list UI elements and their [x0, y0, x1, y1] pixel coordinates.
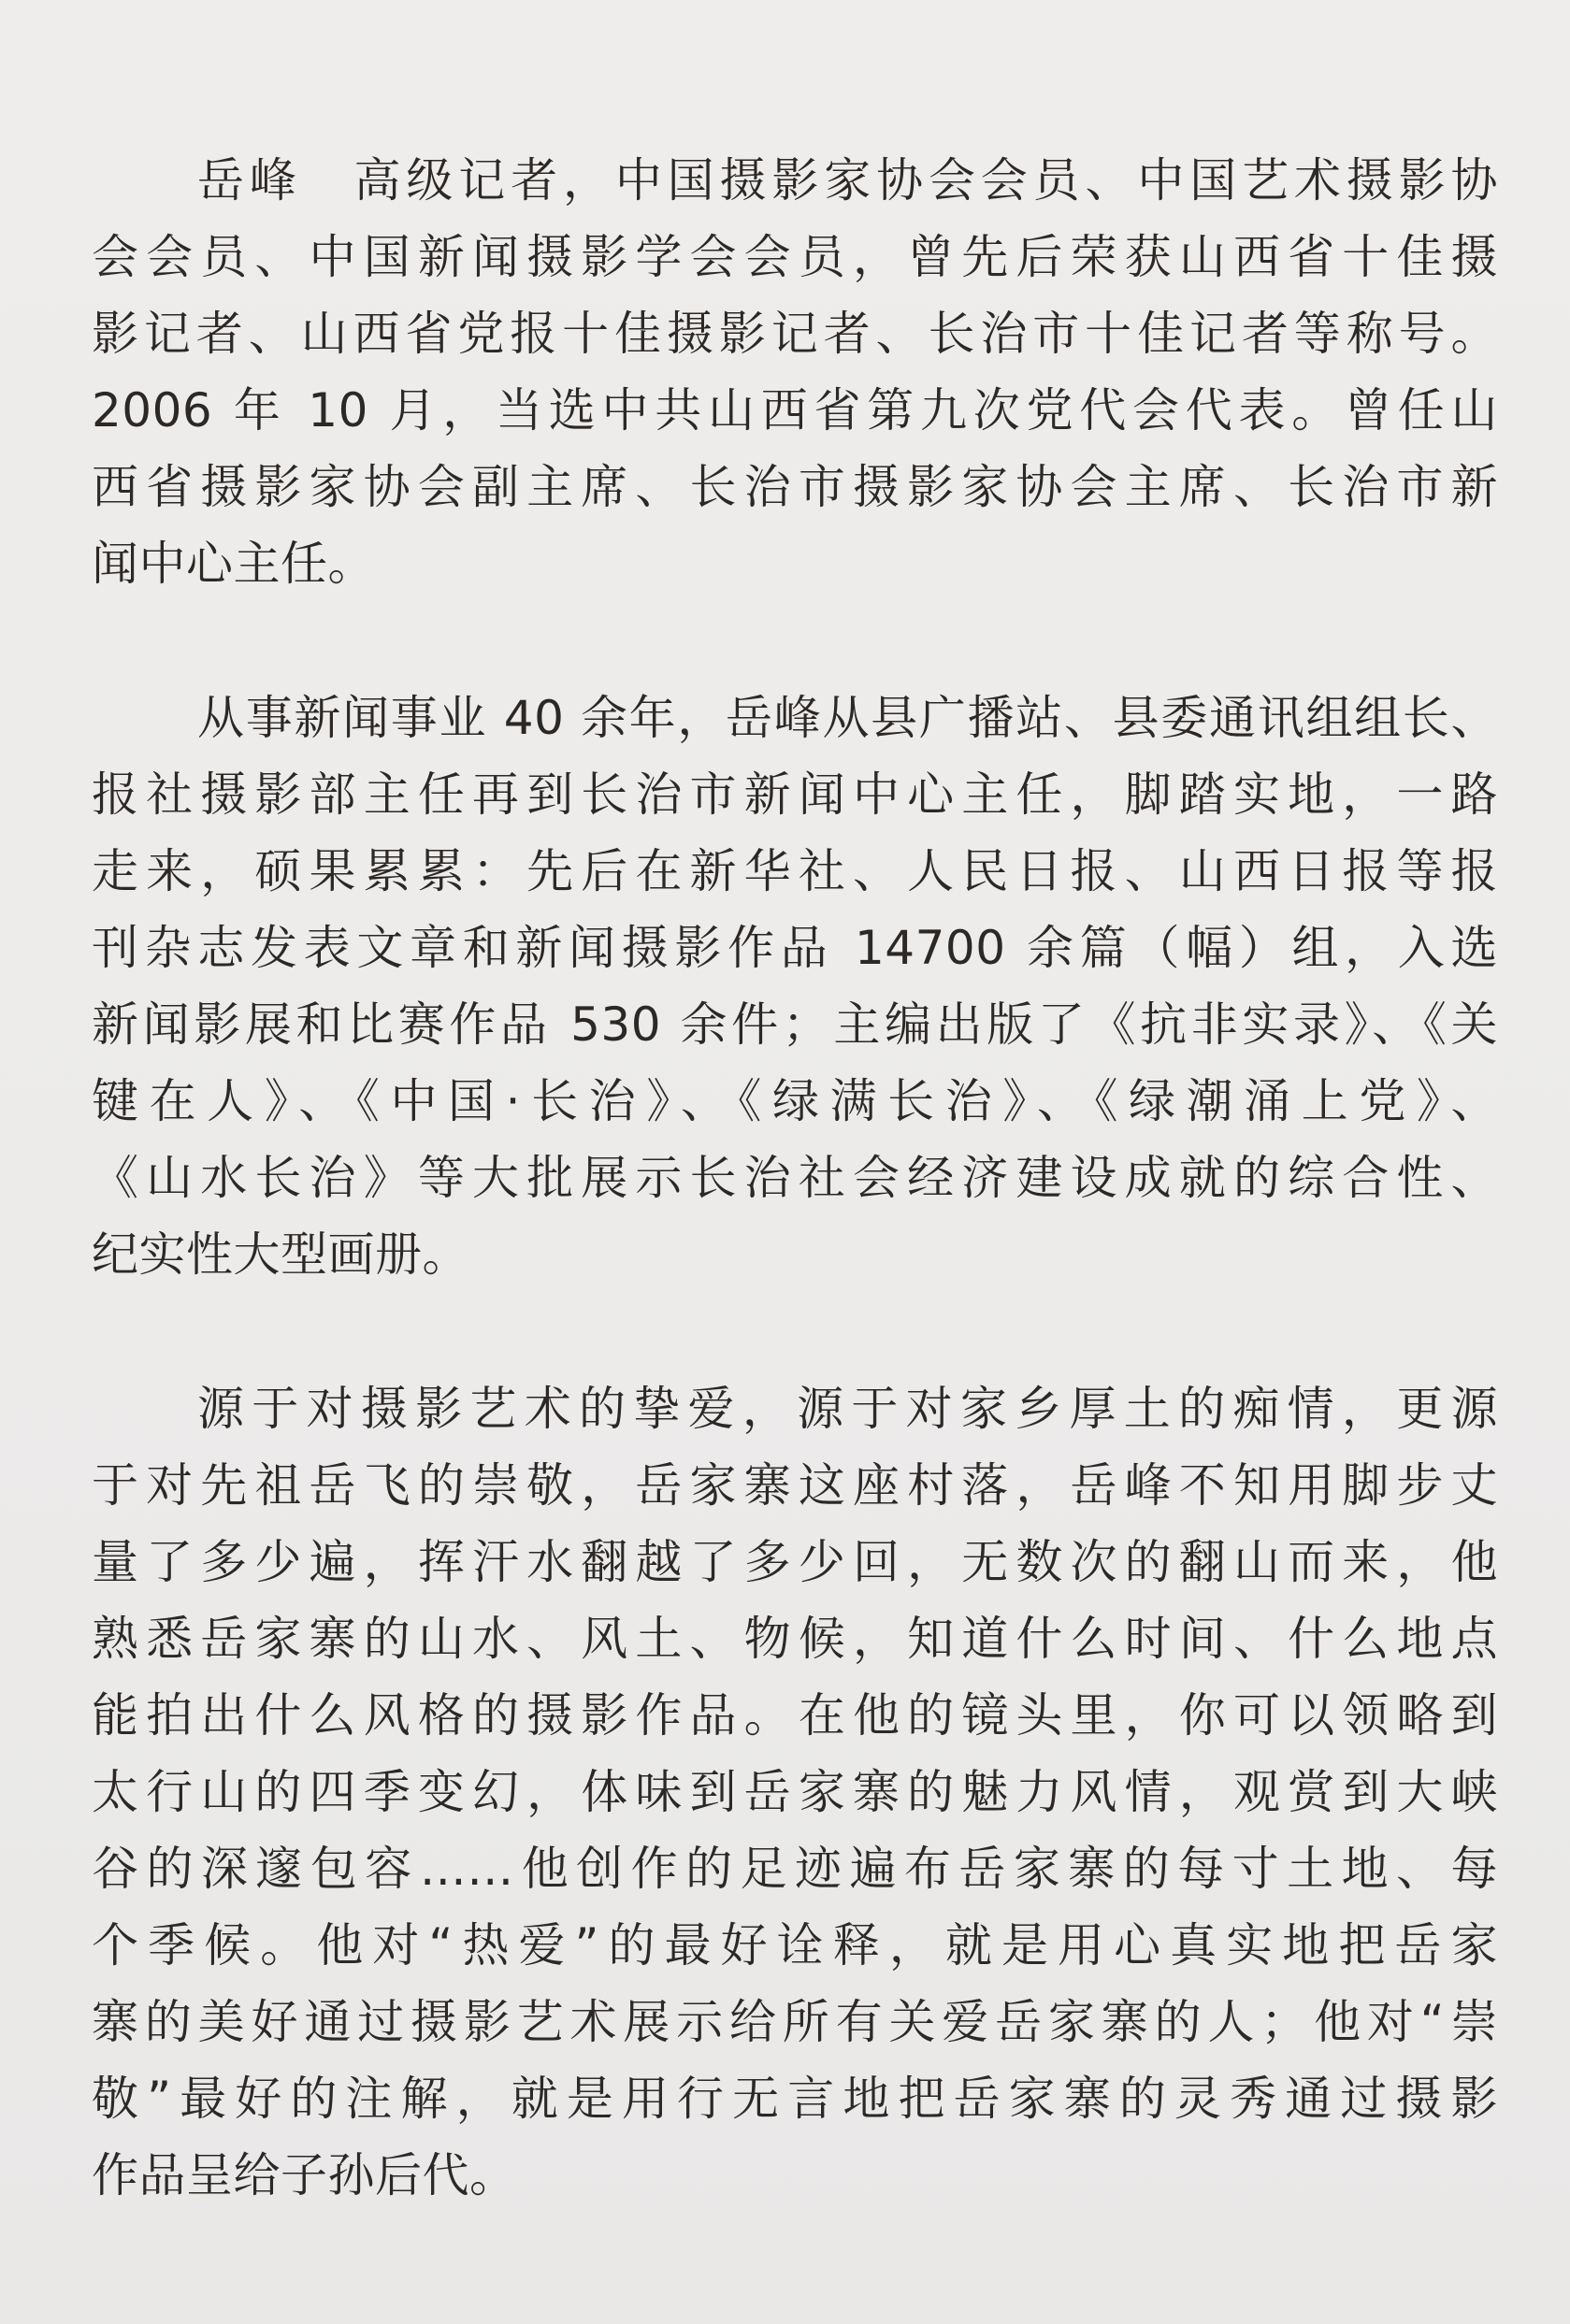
- text-line: 纪实性大型画册。: [92, 1227, 469, 1282]
- text-line: 源于对摄影艺术的挚爱，源于对家乡厚土的痴情，更源: [197, 1382, 1498, 1436]
- text-line: 影记者、山西省党报十佳摄影记者、长治市十佳记者等称号。: [92, 307, 1498, 361]
- text-line: 谷的深邃包容……他创作的足迹遍布岳家寨的每寸土地、每: [92, 1842, 1498, 1896]
- text-line: 敬”最好的注解，就是用行无言地把岳家寨的灵秀通过摄影: [92, 2072, 1498, 2126]
- text-line: 报社摄影部主任再到长治市新闻中心主任，脚踏实地，一路: [92, 767, 1498, 822]
- text-line: 走来，硕果累累：先后在新华社、人民日报、山西日报等报: [92, 844, 1498, 898]
- text-line: 闻中心主任。: [92, 537, 375, 591]
- text-line: 会会员、中国新闻摄影学会会员，曾先后荣获山西省十佳摄: [92, 230, 1498, 284]
- text-line: 西省摄影家协会副主席、长治市摄影家协会主席、长治市新: [92, 460, 1498, 514]
- text-line: 于对先祖岳飞的崇敬，岳家寨这座村落，岳峰不知用脚步丈: [92, 1458, 1498, 1513]
- text-line: 作品呈给子孙后代。: [92, 2148, 517, 2202]
- text-line: 个季候。他对“热爱”的最好诠释，就是用心真实地把岳家: [92, 1918, 1498, 1973]
- text-line: 太行山的四季变幻，体味到岳家寨的魅力风情，观赏到大峡: [92, 1765, 1498, 1819]
- text-line: 键在人》、《中国·长治》、《绿满长治》、《绿潮涌上党》、: [92, 1074, 1498, 1128]
- text-line: 岳峰 高级记者，中国摄影家协会会员、中国艺术摄影协: [197, 153, 1498, 208]
- text-line: 量了多少遍，挥汗水翻越了多少回，无数次的翻山而来，他: [92, 1535, 1498, 1589]
- text-line: 2006 年 10 月，当选中共山西省第九次党代会代表。曾任山: [92, 383, 1498, 438]
- text-line: 从事新闻事业 40 余年，岳峰从县广播站、县委通讯组组长、: [197, 691, 1498, 745]
- text-line: 新闻影展和比赛作品 530 余件；主编出版了《抗非实录》、《关: [92, 997, 1498, 1052]
- text-line: 刊杂志发表文章和新闻摄影作品 14700 余篇（幅）组，入选: [92, 921, 1498, 975]
- text-line: 寨的美好通过摄影艺术展示给所有关爱岳家寨的人；他对“崇: [92, 1995, 1498, 2049]
- text-line: 能拍出什么风格的摄影作品。在他的镜头里，你可以领略到: [92, 1688, 1498, 1743]
- text-line: 《山水长治》等大批展示长治社会经济建设成就的综合性、: [92, 1151, 1498, 1205]
- text-line: 熟悉岳家寨的山水、风土、物候，知道什么时间、什么地点: [92, 1612, 1498, 1666]
